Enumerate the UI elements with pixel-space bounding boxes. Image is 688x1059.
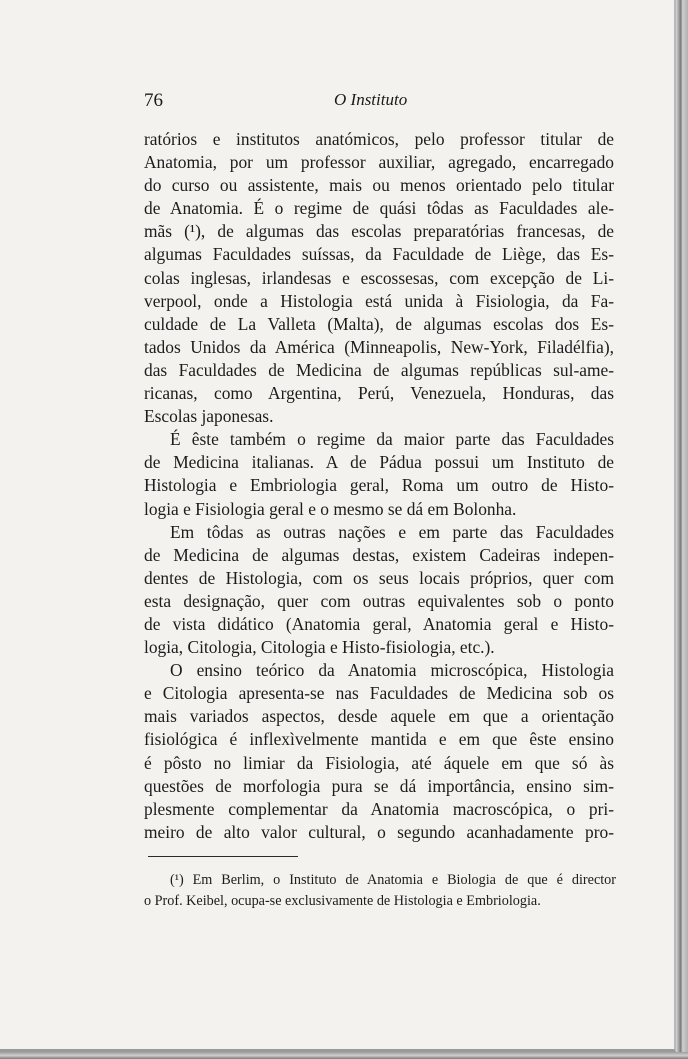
text-line: ratórios e institutos anatómicos, pelo professor titular de (144, 129, 614, 149)
text-line: das Faculdades de Medicina de algumas repúblicas sul-ame- (144, 359, 614, 380)
text-line: plesmente complementar da Anatomia macroscópica, o pri- (144, 798, 614, 819)
footnote-line: (¹) Em Berlim, o Instituto de Anatomia e Biologia de que é director (170, 872, 616, 888)
text-line: logia, Citologia, Citologia e Histo-fisiologia, etc.). (144, 637, 495, 658)
text-line: Anatomia, por um professor auxiliar, agregado, encarregado (144, 152, 614, 173)
text-line: Escolas japonesas. (144, 406, 274, 427)
text-line: de Medicina de algumas destas, existem Cadeiras indepen- (144, 544, 614, 565)
page-header (144, 90, 614, 114)
text-line: questões de morfologia pura se dá importância, ensino sim- (144, 775, 614, 796)
text-line: de Anatomia. É o regime de quási tôdas as Faculdades ale- (144, 198, 614, 219)
text-line: Em tôdas as outras nações e em parte das Faculdades (170, 521, 614, 542)
footnote-separator (148, 856, 298, 857)
text-line: de vista didático (Anatomia geral, Anatomia geral e Histo- (144, 613, 614, 634)
text-line: fisiológica é inflexìvelmente mantida e em que êste ensino (144, 729, 614, 750)
text-line: verpool, onde a Histologia está unida à Fisiologia, da Fa- (144, 290, 614, 311)
body-text (144, 128, 614, 844)
running-title: O Instituto (334, 90, 408, 109)
text-line: meiro de alto valor cultural, o segundo acanhadamente pro- (144, 821, 614, 842)
text-line: mais variados aspectos, desde aquele em que a orientação (144, 706, 614, 727)
text-line: Histologia e Embriologia geral, Roma um outro de Histo- (144, 475, 614, 496)
text-line: ricanas, como Argentina, Perú, Venezuela, Honduras, das (144, 383, 614, 404)
text-line: esta designação, quer com outras equivalentes sob o ponto (144, 590, 614, 611)
text-line: dentes de Histologia, com os seus locais próprios, quer com (144, 567, 614, 588)
text-line: de Medicina italianas. A de Pádua possui um Instituto de (144, 452, 614, 473)
text-line: tados Unidos da América (Minneapolis, New-York, Filadélfia), (144, 336, 614, 357)
text-line: e Citologia apresenta-se nas Faculdades de Medicina sob os (144, 683, 614, 704)
text-line: colas inglesas, irlandesas e escossesas, com excepção de Li- (144, 267, 614, 288)
page-number: 76 (144, 90, 163, 111)
page-edge-right (676, 0, 688, 1059)
text-line: O ensino teórico da Anatomia microscópica, Histologia (170, 660, 614, 681)
page-edge-bottom (0, 1052, 688, 1059)
text-line: do curso ou assistente, mais ou menos orientado pelo titular (144, 175, 614, 196)
text-line: é pôsto no limiar da Fisiologia, até áquele em que só às (144, 752, 614, 773)
text-line: logia e Fisiologia geral e o mesmo se dá em Bolonha. (144, 498, 517, 519)
footnote-line: o Prof. Keibel, ocupa-se exclusivamente de Histologia e Embriologia. (144, 892, 541, 909)
text-line: mãs (¹), de algumas das escolas preparatórias francesas, de (144, 221, 614, 242)
text-line: É êste também o regime da maior parte das Faculdades (170, 429, 614, 450)
footnotes (144, 870, 616, 911)
text-line: algumas Faculdades suíssas, da Faculdade de Liège, das Es- (144, 244, 614, 265)
text-line: culdade de La Valleta (Malta), de algumas escolas dos Es- (144, 313, 614, 334)
